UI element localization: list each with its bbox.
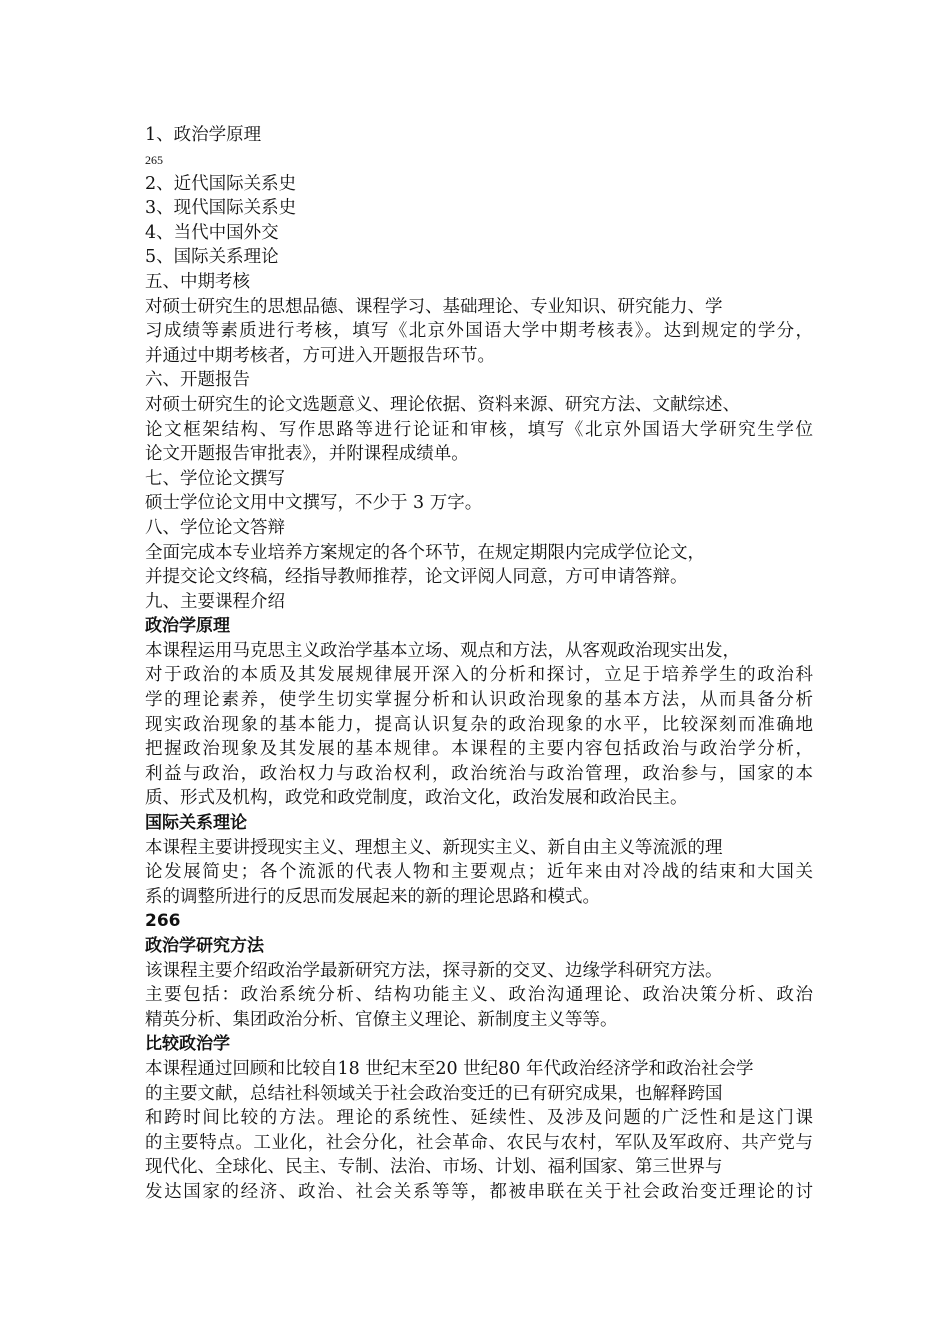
text-line: 系的调整所进行的反思而发展起来的新的理论思路和模式。	[145, 886, 600, 907]
text-line: 本课程通过回顾和比较自18 世纪末至20 世纪80 年代政治经济学和政治社会学	[145, 1058, 754, 1079]
text-line: 3、现代国际关系史	[145, 198, 297, 219]
text-line: 现实政治现象的基本能力，提高认识复杂的政治现象的水平，比较深刻而准确地	[145, 714, 813, 735]
text-line: 论文框架结构、写作思路等进行论证和审核，填写《北京外国语大学研究生学位	[145, 419, 813, 440]
section-heading: 国际关系理论	[145, 813, 247, 834]
text-line: 全面完成本专业培养方案规定的各个环节，在规定期限内完成学位论文，	[145, 542, 705, 563]
text-line: 1、政治学原理	[145, 125, 262, 145]
text-line: 本课程运用马克思主义政治学基本立场、观点和方法，从客观政治现实出发，	[145, 640, 740, 661]
text-line: 2、近代国际关系史	[145, 173, 297, 194]
text-line: 对硕士研究生的论文选题意义、理论依据、资料来源、研究方法、文献综述、	[145, 394, 740, 415]
text-line: 质、形式及机构，政党和政党制度，政治文化，政治发展和政治民主。	[145, 788, 688, 809]
text-line: 对于政治的本质及其发展规律展开深入的分析和探讨，立足于培养学生的政治科	[145, 665, 813, 686]
text-line: 本课程主要讲授现实主义、理想主义、新现实主义、新自由主义等流派的理	[145, 837, 723, 858]
page-number: 265	[145, 152, 163, 167]
text-line: 利益与政治，政治权力与政治权利，政治统治与政治管理，政治参与，国家的本	[145, 763, 813, 784]
text-line: 习成绩等素质进行考核，填写《北京外国语大学中期考核表》。达到规定的学分，	[145, 321, 813, 342]
text-line: 发达国家的经济、政治、社会关系等等，都被串联在关于社会政治变迁理论的讨	[145, 1181, 813, 1202]
text-line: 九、主要课程介绍	[145, 591, 285, 612]
section-heading: 政治学原理	[145, 616, 230, 637]
text-line: 六、开题报告	[145, 370, 250, 391]
document-page	[145, 123, 813, 1205]
text-line: 主要包括：政治系统分析、结构功能主义、政治沟通理论、政治决策分析、政治	[145, 985, 813, 1006]
text-line: 并提交论文终稿，经指导教师推荐，论文评阅人同意，方可申请答辩。	[145, 567, 688, 588]
text-line: 八、学位论文答辩	[145, 517, 285, 538]
section-heading: 政治学研究方法	[145, 936, 264, 956]
text-line: 和跨时间比较的方法。理论的系统性、延续性、及涉及问题的广泛性和是这门课	[145, 1108, 813, 1129]
text-line: 论文开题报告审批表》，并附课程成绩单。	[145, 444, 469, 465]
text-line: 的主要特点。工业化，社会分化，社会革命、农民与农村，军队及军政府、共产党与	[145, 1132, 813, 1153]
text-line: 5、国际关系理论	[145, 247, 279, 268]
text-line: 4、当代中国外交	[145, 222, 279, 243]
text-line: 该课程主要介绍政治学最新研究方法，探寻新的交叉、边缘学科研究方法。	[145, 960, 723, 981]
text-line: 并通过中期考核者，方可进入开题报告环节。	[145, 345, 495, 366]
section-heading: 比较政治学	[145, 1034, 230, 1055]
text-line: 的主要文献，总结社科领域关于社会政治变迁的已有研究成果，也解释跨国	[145, 1083, 723, 1104]
text-line: 七、学位论文撰写	[145, 468, 285, 489]
section-heading: 266	[145, 911, 181, 932]
text-line: 硕士学位论文用中文撰写，不少于 3 万字。	[145, 493, 483, 514]
text-line: 精英分析、集团政治分析、官僚主义理论、新制度主义等等。	[145, 1009, 618, 1030]
text-line: 现代化、全球化、民主、专制、法治、市场、计划、福利国家、第三世界与	[145, 1157, 723, 1178]
text-line: 论发展简史；各个流派的代表人物和主要观点；近年来由对冷战的结束和大国关	[145, 862, 813, 883]
text-line: 五、中期考核	[145, 271, 250, 292]
text-line: 把握政治现象及其发展的基本规律。本课程的主要内容包括政治与政治学分析，	[145, 739, 813, 760]
text-line: 对硕士研究生的思想品德、课程学习、基础理论、专业知识、研究能力、学	[145, 296, 723, 317]
text-line: 学的理论素养，使学生切实掌握分析和认识政治现象的基本方法，从而具备分析	[145, 690, 813, 711]
